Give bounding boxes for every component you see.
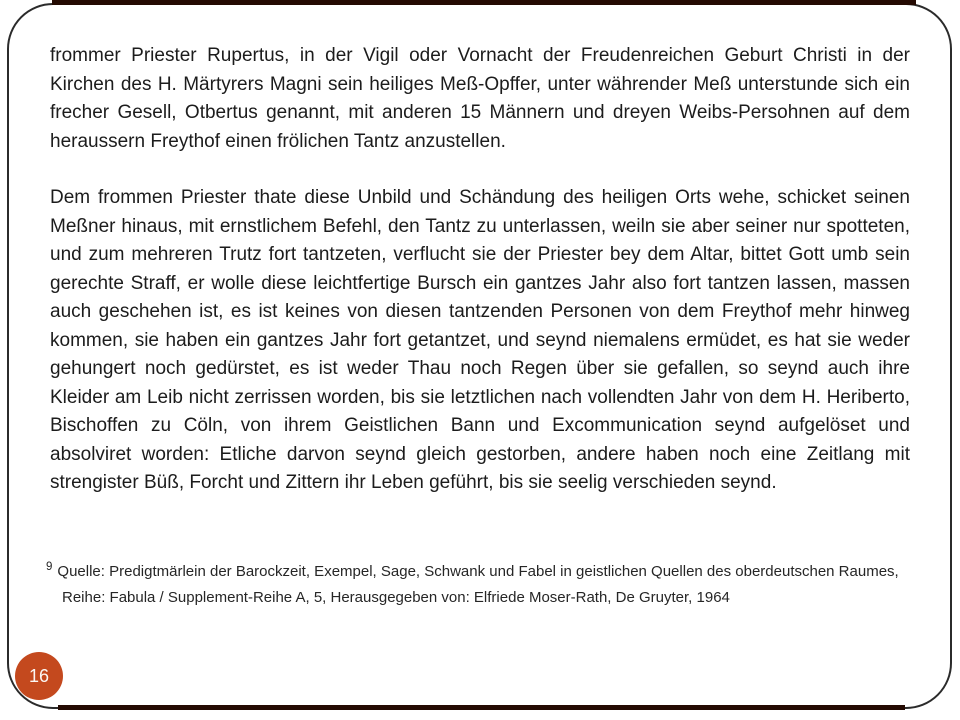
page-number: 16 xyxy=(28,665,50,686)
body-paragraph-2: Dem frommen Priester thate diese Unbild und Schändung des heiligen Orts wehe, schicket seinen Meßner hinaus, mit ernstlichem Befehl, den Tantz zu unterlassen, weiln sie aber seiner nur spotteten, und zum mehreren Trutz fort tantzeten, verflucht sie der Priester bey dem Altar, bittet Gott umb sein gerechte Straff, er wolle diese leichtfertige Bursch ein gantzes Jahr also fort tantzen lassen, massen auch geschehen ist, es ist keines von diesen tantzenden Personen von dem Freythof mehr hinweg kommen, sie haben ein gantzes Jahr fort getantzet, und seynd niemalens ermüdet, es hat sie weder gehungert noch gedürstet, es ist weder Thau noch Regen über sie gefallen, so seynd auch ihre Kleider am Leib nicht zerrissen worden, bis sie letztlichen nach vollendten Jahr von dem H. Heriberto, Bischoffen zu Cöln, von ihrem Geistlichen Bann und Excommunication seynd aufgelöset und absolviret worden: Etliche darvon seynd gleich gestorben, andere haben noch eine Zeitlang mit strengister Büß, Forcht und Zittern ihr Leben geführt, bis sie seelig verschieden seynd. xyxy=(50,187,910,493)
body-paragraph-1: frommer Priester Rupertus, in der Vigil oder Vornacht der Freudenreichen Geburt Christi in der Kirchen des H. Märtyrers Magni sein heiliges Meß-Opffer, unter währender Meß unterstunde sich ein frecher Gesell, Otbertus genannt, mit anderen 15 Männern und dreyen Weibs-Persohnen auf dem heraussern Freythof einen frölichen Tantz anzustellen. xyxy=(50,45,910,152)
footnote-text: Quelle: Predigtmärlein der Barockzeit, Exempel, Sage, Schwank und Fabel in geistlichen Quellen des oberdeutschen Raumes, Reihe: Fabula / Supplement-Reihe A, 5, Herausgegeben von: Elfriede Moser-Rath, De Gruyter, 1964 xyxy=(57,563,899,606)
footnote xyxy=(46,554,900,611)
page-number-badge xyxy=(15,652,63,700)
slide-body-text xyxy=(50,42,910,526)
footnote-marker: 9 xyxy=(46,561,53,573)
bottom-accent-bar xyxy=(58,705,905,710)
top-accent-bar xyxy=(52,0,916,5)
